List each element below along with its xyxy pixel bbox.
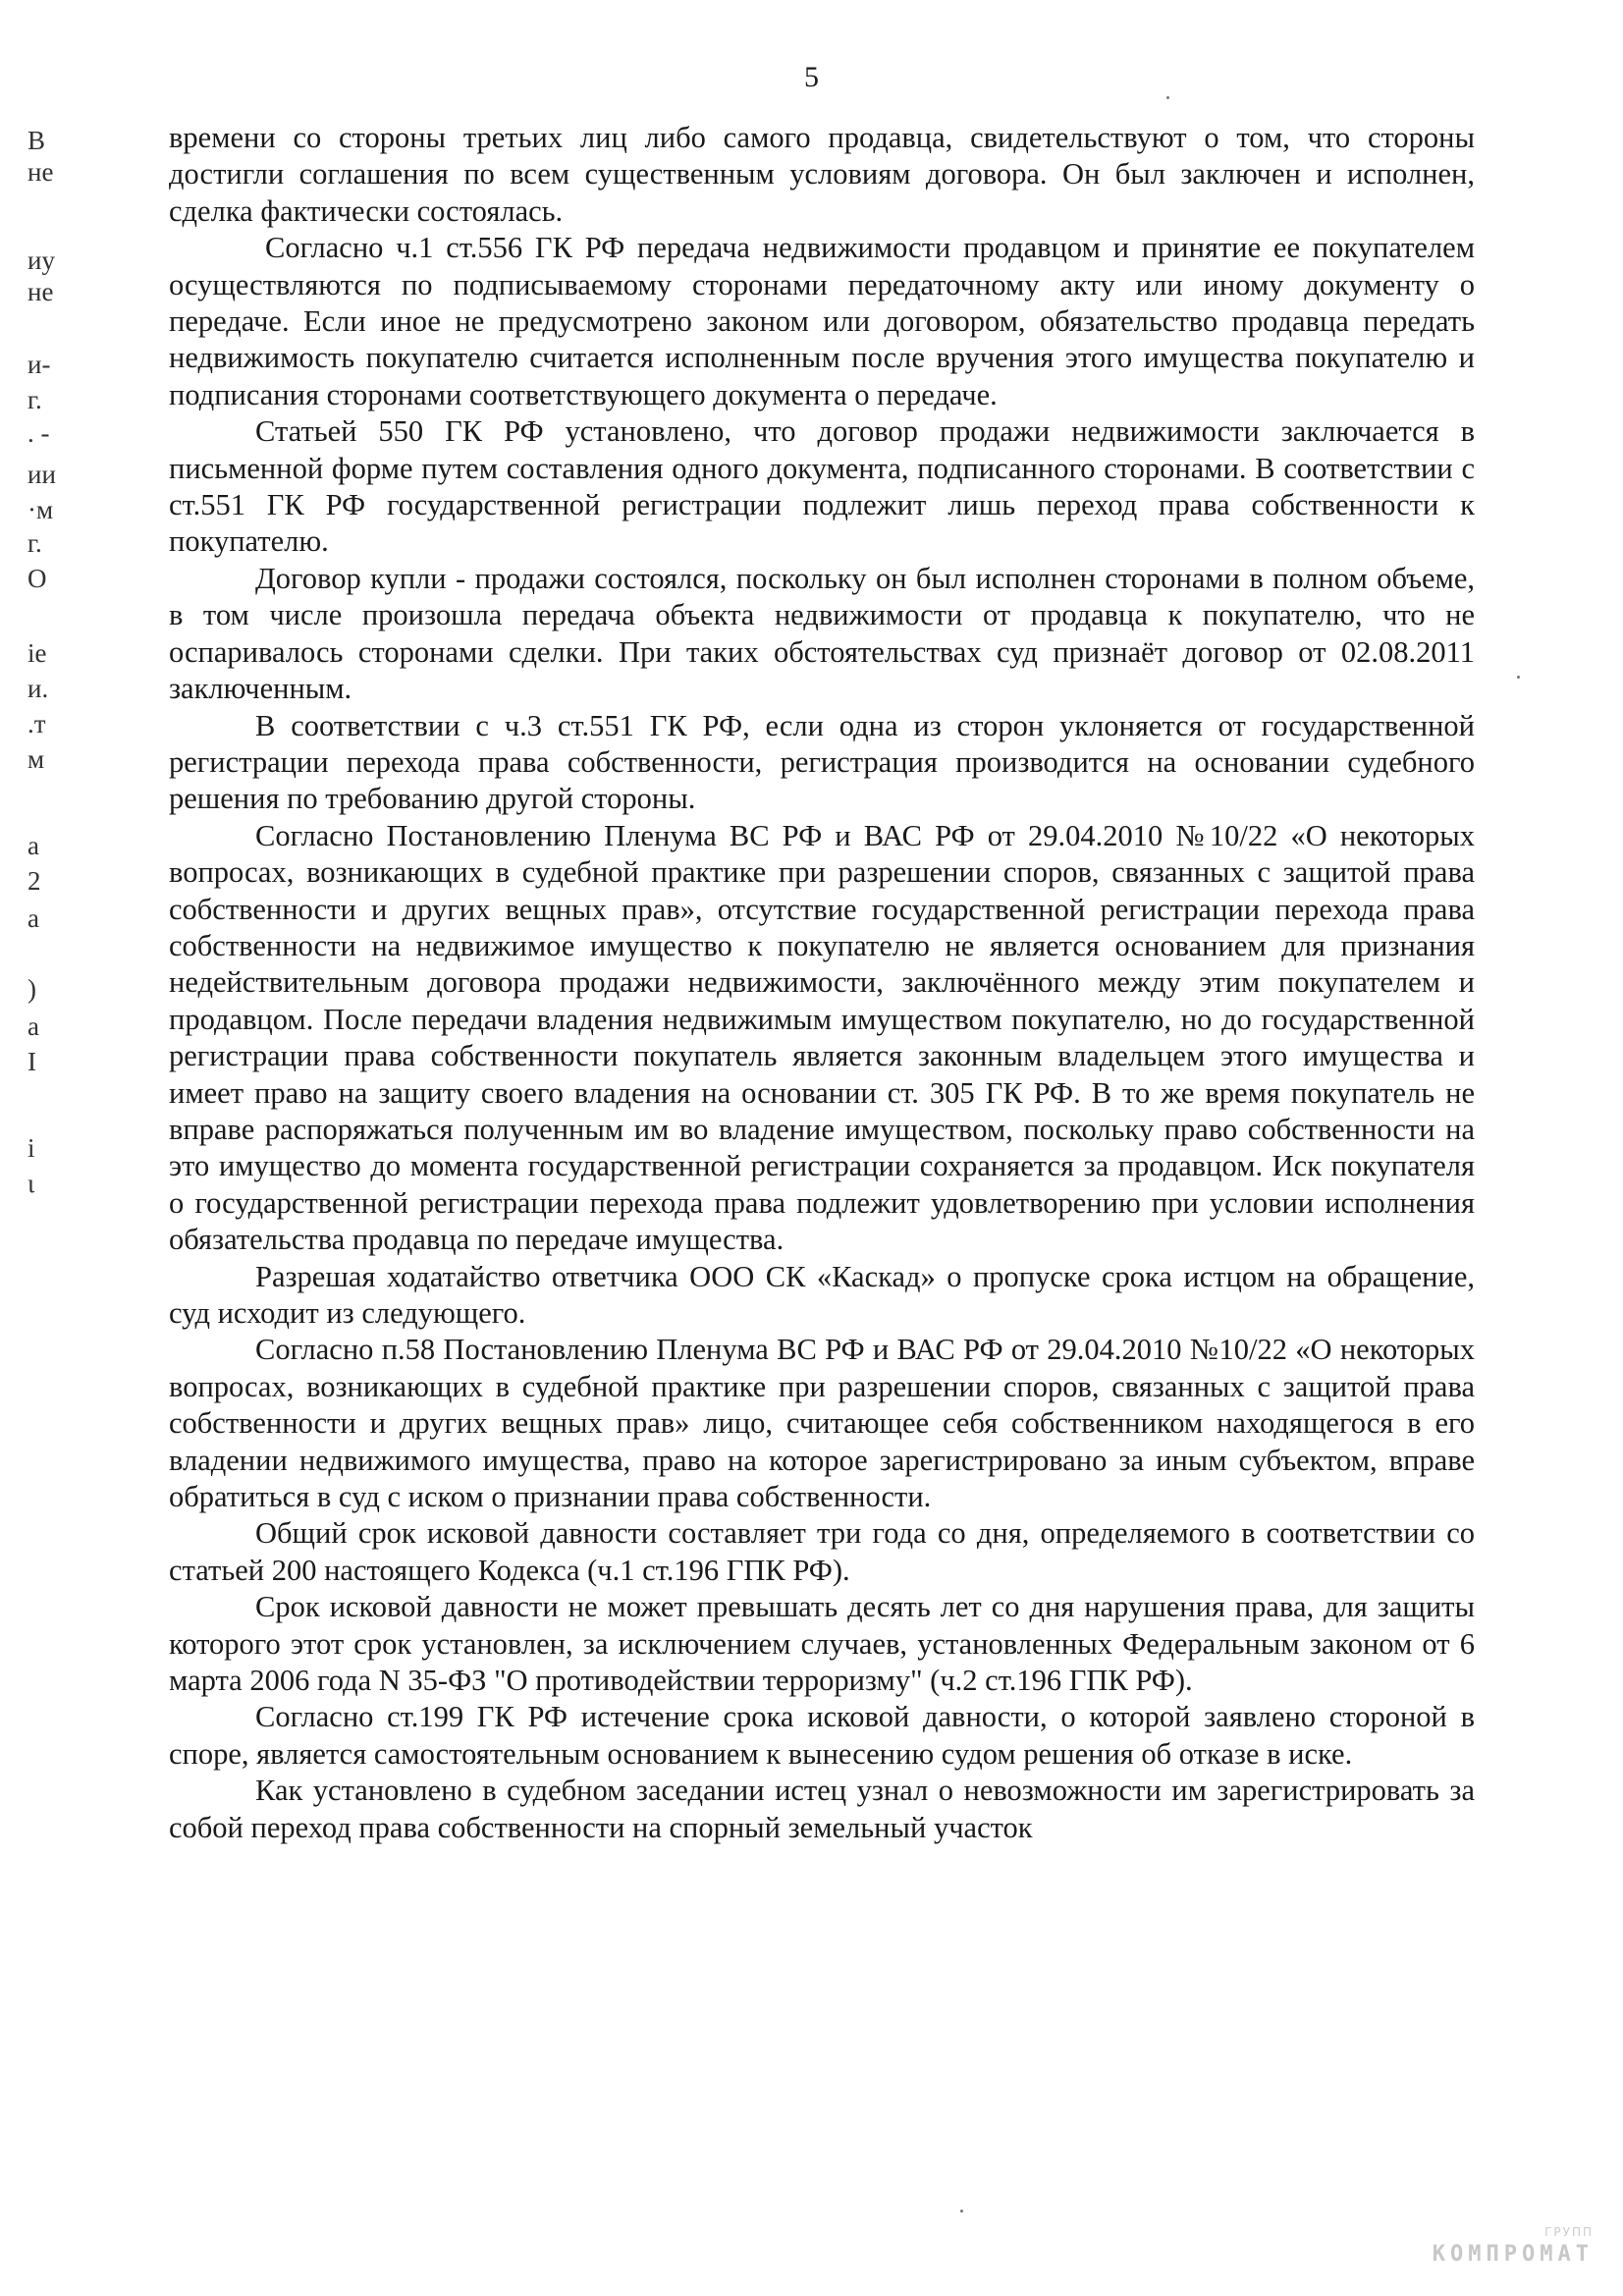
margin-fragment: ) <box>27 974 36 1004</box>
paragraph: Общий срок исковой давности составляет три года со дня, определяемого в соответствии со статьей 200 настоящего Кодекса (ч.1 ст.196 ГПК РФ). <box>169 1516 1475 1587</box>
margin-fragment: г. <box>27 528 42 558</box>
margin-fragment: і <box>27 1133 35 1163</box>
margin-fragment: . - <box>27 418 50 448</box>
paragraph: Согласно Постановлению Пленума ВС РФ и ВАС РФ от 29.04.2010 №10/22 «О некоторых вопросах, возникающих в судебной практике при разрешении споров, связанных с защитой права собственности и других вещных прав», отсутствие государственной регистрации перехода права собственности на недвижимое имущество к покупателю не является основанием для признания недействительным договора продажи недвижимости, заключённого между этим покупателем и продавцом. После передачи владения недвижимым имуществом покупателю, но до государственной регистрации права собственности покупатель является законным владельцем этого имущества и имеет право на защиту своего владения на основании ст. 305 ГК РФ. В то же время покупатель не вправе распоряжаться полученным им во владение имуществом, поскольку право собственности на это имущество до момента государственной регистрации сохраняется за продавцом. Иск покупателя о государственной регистрации перехода права подлежит удовлетворению при условии исполнения обязательства продавца по передаче имущества. <box>169 818 1475 1257</box>
margin-fragment: 2 <box>27 866 41 896</box>
scan-speck <box>1517 676 1520 679</box>
margin-fragment: ·м <box>27 495 54 524</box>
watermark-subtext: ГРУПП <box>1544 2225 1594 2239</box>
document-body <box>169 120 1475 1846</box>
margin-fragment: іе <box>27 638 47 668</box>
margin-fragment: не <box>27 157 54 187</box>
paragraph: Статьей 550 ГК РФ установлено, что договор продажи недвижимости заключается в письменной форме путем составления одного документа, подписанного сторонами. В соответствии с ст.551 ГК РФ государственной регистрации подлежит лишь переход права собственности к покупателю. <box>169 414 1475 559</box>
watermark-logo: КОМПРОМАТ <box>1432 2242 1594 2267</box>
margin-fragment: а <box>27 1011 39 1041</box>
paragraph: В соответствии с ч.3 ст.551 ГК РФ, если одна из сторон уклоняется от государственной регистрации перехода права собственности, регистрация производится на основании судебного решения по требованию другой стороны. <box>169 708 1475 816</box>
scan-speck <box>960 2210 963 2213</box>
paragraph: Договор купли - продажи состоялся, поскольку он был исполнен сторонами в полном объеме, в том числе произошла передача объекта недвижимости от продавца к покупателю, что не оспаривалось сторонами сделки. При таких обстоятельствах суд признаёт договор от 02.08.2011 заключенным. <box>169 561 1475 706</box>
margin-fragment: иу <box>27 246 55 275</box>
margin-fragment: О <box>27 564 47 593</box>
margin-fragment: ии <box>27 460 56 489</box>
margin-fragment: ι <box>27 1169 35 1198</box>
margin-fragment: м <box>27 744 45 774</box>
margin-fragment: В <box>27 126 46 155</box>
margin-fragment: и. <box>27 674 49 703</box>
page-number: 5 <box>804 61 819 93</box>
margin-fragment: .т <box>27 709 46 738</box>
paragraph: Разрешая ходатайство ответчика ООО СК «Каскад» о пропуске срока истцом на обращение, суд исходит из следующего. <box>169 1259 1475 1330</box>
margin-fragment: I <box>27 1047 36 1076</box>
margin-fragment: а <box>27 903 39 933</box>
margin-fragment: а <box>27 831 39 860</box>
paragraph: Срок исковой давности не может превышать десять лет со дня нарушения права, для защиты которого этот срок установлен, за исключением случаев, установленных Федеральным законом от 6 марта 2006 года N 35-ФЗ "О противодействии терроризму" (ч.2 ст.196 ГПК РФ). <box>169 1590 1475 1698</box>
margin-fragment: г. <box>27 385 42 414</box>
paragraph: Согласно ст.199 ГК РФ истечение срока исковой давности, о которой заявлено стороной в споре, является самостоятельным основанием к вынесению судом решения об отказе в иске. <box>169 1700 1475 1771</box>
margin-fragment: и- <box>27 350 51 379</box>
paragraph: Как установлено в судебном заседании истец узнал о невозможности им зарегистрировать за собой переход права собственности на спорный земельный участок <box>169 1774 1475 1844</box>
paragraph: Согласно п.58 Постановлению Пленума ВС РФ и ВАС РФ от 29.04.2010 №10/22 «О некоторых вопросах, возникающих в судебной практике при разрешении споров, связанных с защитой права собственности и других вещных прав» лицо, считающее себя собственником находящегося в его владении недвижимого имущества, право на которое зарегистрировано за иным субъектом, вправе обратиться в суд с иском о признании права собственности. <box>169 1333 1475 1514</box>
scan-speck <box>1166 96 1169 99</box>
paragraph: Согласно ч.1 ст.556 ГК РФ передача недвижимости продавцом и принятие ее покупателем осуществляются по подписываемому сторонами передаточному акту или иному документу о передаче. Если иное не предусмотрено законом или договором, обязательство продавца передать недвижимость покупателю считается исполненным после вручения этого имущества покупателю и подписания сторонами соответствующего документа о передаче. <box>169 231 1475 411</box>
margin-fragment: не <box>27 277 54 306</box>
paragraph: времени со стороны третьих лиц либо самого продавца, свидетельствуют о том, что стороны достигли соглашения по всем существенным условиям договора. Он был заключен и исполнен, сделка фактически состоялась. <box>169 121 1475 228</box>
